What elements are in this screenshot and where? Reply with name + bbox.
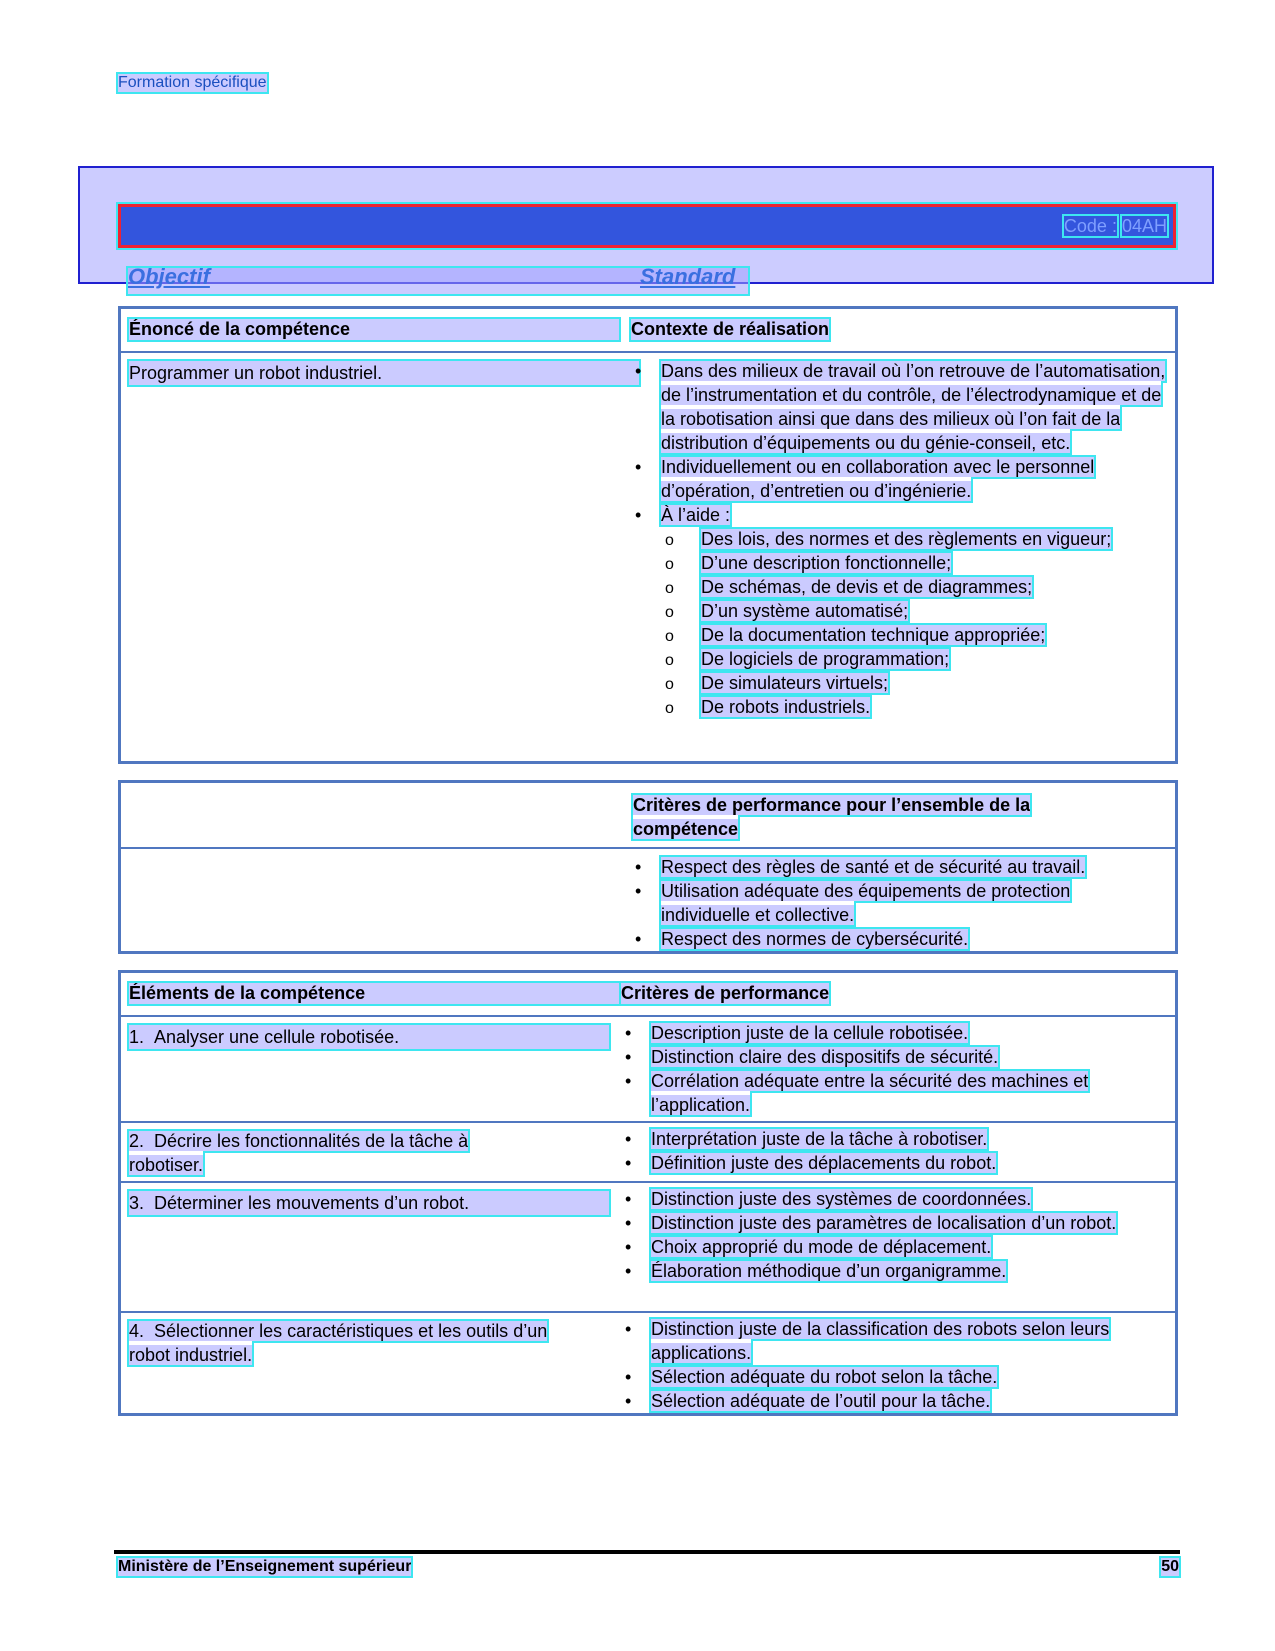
overall-criteria-table (118, 780, 1178, 954)
elements-criteria-table (118, 970, 1178, 1416)
criteria-list-2 (621, 1127, 1151, 1175)
element-4: 4. Sélectionner les caractéristiques et les outils d’un robot industriel. (129, 1321, 548, 1365)
context-list (631, 359, 1167, 719)
table-row (121, 353, 1175, 761)
context-header: Contexte de réalisation (631, 319, 830, 339)
page-number: 50 (1161, 1558, 1179, 1575)
criteria-header: Critères de performance (621, 983, 830, 1003)
objective-label: Objectif (128, 264, 210, 289)
list-item: • Définition juste des déplacements du robot. (621, 1151, 1151, 1175)
table-row (121, 849, 1175, 953)
table-row (121, 1183, 1175, 1313)
list-item: • Élaboration méthodique d’un organigramme. (621, 1259, 1141, 1283)
competency-title-bar (118, 204, 1176, 248)
criteria-list-4 (621, 1317, 1141, 1413)
list-item: o Des lois, des normes et des règlements en vigueur; (661, 527, 1167, 551)
list-item: • Distinction claire des dispositifs de sécurité. (621, 1045, 1151, 1069)
code-value: 04AH (1121, 216, 1167, 236)
list-item: • Description juste de la cellule robotisée. (621, 1021, 1151, 1045)
list-item: • Distinction juste des paramètres de localisation d’un robot. (621, 1211, 1141, 1235)
list-item: o De schémas, de devis et de diagrammes; (661, 575, 1167, 599)
list-item: • Choix approprié du mode de déplacement. (621, 1235, 1141, 1259)
list-item: • Sélection adéquate de l’outil pour la tâche. (621, 1389, 1141, 1413)
list-item: • Respect des règles de santé et de sécurité au travail. (631, 855, 1151, 879)
criteria-list-3 (621, 1187, 1141, 1283)
list-item: • Sélection adéquate du robot selon la tâche. (621, 1365, 1141, 1389)
table-header (121, 973, 1175, 1017)
list-item: • Utilisation adéquate des équipements de protection individuelle et collective. (631, 879, 1151, 927)
table-header (121, 309, 1175, 353)
statement-header: Énoncé de la compétence (129, 319, 619, 340)
element-3: 3. Déterminer les mouvements d’un robot. (129, 1191, 609, 1215)
table-header (121, 783, 1175, 849)
list-item: • Respect des normes de cybersécurité. (631, 927, 1151, 951)
table-row (121, 1123, 1175, 1183)
table-row (121, 1313, 1175, 1419)
overall-criteria-list (631, 855, 1151, 951)
element-1: 1. Analyser une cellule robotisée. (129, 1025, 609, 1049)
list-item: • À l’aide : o Des lois, des normes et des règlements en vigueur; o D’une description fonctionnelle; o De schémas, de devis et de diagrammes; o D’un système automatisé; o De la documentation technique appropriée; o De logiciels de programmation; o De simulateurs virtuels; o De robots industriels. (631, 503, 1167, 719)
list-item: o D’un système automatisé; (661, 599, 1167, 623)
elements-header: Éléments de la compétence (129, 983, 619, 1004)
list-item: o De logiciels de programmation; (661, 647, 1167, 671)
list-item: • Dans des milieux de travail où l’on retrouve de l’automatisation, de l’instrumentation et du contrôle, de l’électrodynamique et de la robotisation ainsi que dans des milieux où l’on fait de la distribution d’équipements ou du génie-conseil, etc. (631, 359, 1167, 455)
competency-statement: Programmer un robot industriel. (129, 361, 639, 385)
list-item: o De la documentation technique appropriée; (661, 623, 1167, 647)
overall-criteria-header: Critères de performance pour l’ensemble de la compétence (633, 795, 1031, 839)
list-item: • Corrélation adéquate entre la sécurité des machines et l’application. (621, 1069, 1151, 1117)
section-header: Formation spécifique (118, 74, 267, 91)
list-item: • Distinction juste des systèmes de coordonnées. (621, 1187, 1141, 1211)
standard-label: Standard (640, 264, 736, 289)
list-item: • Individuellement ou en collaboration avec le personnel d’opération, d’entretien ou d’ingénierie. (631, 455, 1167, 503)
list-item: o D’une description fonctionnelle; (661, 551, 1167, 575)
element-2: 2. Décrire les fonctionnalités de la tâche à robotiser. (129, 1131, 469, 1175)
criteria-list-1 (621, 1021, 1151, 1117)
list-item: o De simulateurs virtuels; (661, 671, 1167, 695)
footer-divider (114, 1550, 1180, 1554)
footer-ministry: Ministère de l’Enseignement supérieur (118, 1558, 412, 1575)
list-item: • Distinction juste de la classification des robots selon leurs applications. (621, 1317, 1141, 1365)
list-item: • Interprétation juste de la tâche à robotiser. (621, 1127, 1151, 1151)
competency-code (1064, 216, 1167, 237)
table-row (121, 1017, 1175, 1123)
competency-context-table (118, 306, 1178, 764)
code-label: Code : (1063, 216, 1117, 236)
list-item: o De robots industriels. (661, 695, 1167, 719)
